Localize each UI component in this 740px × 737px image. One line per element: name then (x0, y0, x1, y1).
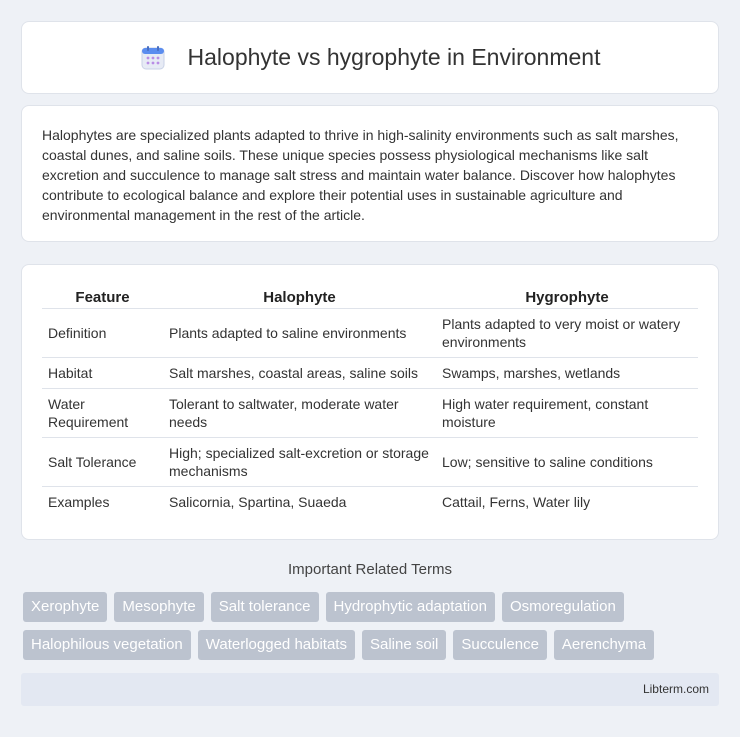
tag-halophilous-vegetation[interactable]: Halophilous vegetation (23, 630, 191, 660)
header-card (21, 21, 719, 94)
tag-aerenchyma[interactable]: Aerenchyma (554, 630, 654, 660)
table-header-row (42, 284, 698, 309)
table-cell: Salicornia, Spartina, Suaeda (169, 494, 347, 511)
table-cell: Cattail, Ferns, Water lily (442, 494, 591, 511)
table-cell: Examples (48, 494, 110, 511)
tag-mesophyte[interactable]: Mesophyte (114, 592, 203, 622)
intro-card (21, 105, 719, 242)
header-hygrophyte: Hygrophyte (436, 284, 698, 309)
table-row (42, 358, 698, 389)
comparison-table (42, 284, 698, 518)
tag-xerophyte[interactable]: Xerophyte (23, 592, 107, 622)
table-cell: Swamps, marshes, wetlands (436, 358, 698, 389)
table-cell: Definition (42, 309, 163, 358)
table-cell: Salt Tolerance (42, 438, 163, 487)
related-terms-tags (23, 592, 703, 660)
table-cell: Salt marshes, coastal areas, saline soils (163, 358, 436, 389)
header-halophyte: Halophyte (163, 284, 436, 309)
table-cell: Water Requirement (42, 389, 163, 438)
related-terms-title: Important Related Terms (288, 561, 452, 578)
tag-saline-soil[interactable]: Saline soil (362, 630, 446, 660)
calendar-icon (140, 45, 166, 71)
table-cell: High; specialized salt-excretion or storage mechanisms (163, 438, 436, 487)
table-cell: Plants adapted to saline environments (163, 309, 436, 358)
table-cell: Plants adapted to very moist or watery environments (436, 309, 698, 358)
table-cell: High water requirement, constant moisture (436, 389, 698, 438)
tag-hydrophytic-adaptation[interactable]: Hydrophytic adaptation (326, 592, 495, 622)
tag-waterlogged-habitats[interactable]: Waterlogged habitats (198, 630, 355, 660)
page-title: Halophyte vs hygrophyte in Environment (187, 44, 601, 70)
header-feature: Feature (42, 284, 163, 309)
table-cell: Habitat (42, 358, 163, 389)
tag-salt-tolerance[interactable]: Salt tolerance (211, 592, 319, 622)
table-row (42, 487, 698, 518)
footer (21, 673, 719, 706)
footer-site-link[interactable]: Libterm.com (642, 682, 709, 696)
intro-text: Halophytes are specialized plants adapted to thrive in high-salinity environments such as salt marshes, coastal dunes, and saline soils. These unique species possess physiological mechanisms like salt excretion and succulence to manage salt stress and maintain water balance. Discover how halophytes contribute to ecological balance and explore their potential uses in sustainable agriculture and environmental management in the rest of the article. (42, 127, 679, 223)
comparison-table-card (21, 264, 719, 540)
table-row (42, 309, 698, 358)
table-row (42, 438, 698, 487)
table-cell: Tolerant to saltwater, moderate water needs (163, 389, 436, 438)
table-cell: Low; sensitive to saline conditions (436, 438, 698, 487)
tag-osmoregulation[interactable]: Osmoregulation (502, 592, 624, 622)
table-row (42, 389, 698, 438)
tag-succulence[interactable]: Succulence (453, 630, 547, 660)
